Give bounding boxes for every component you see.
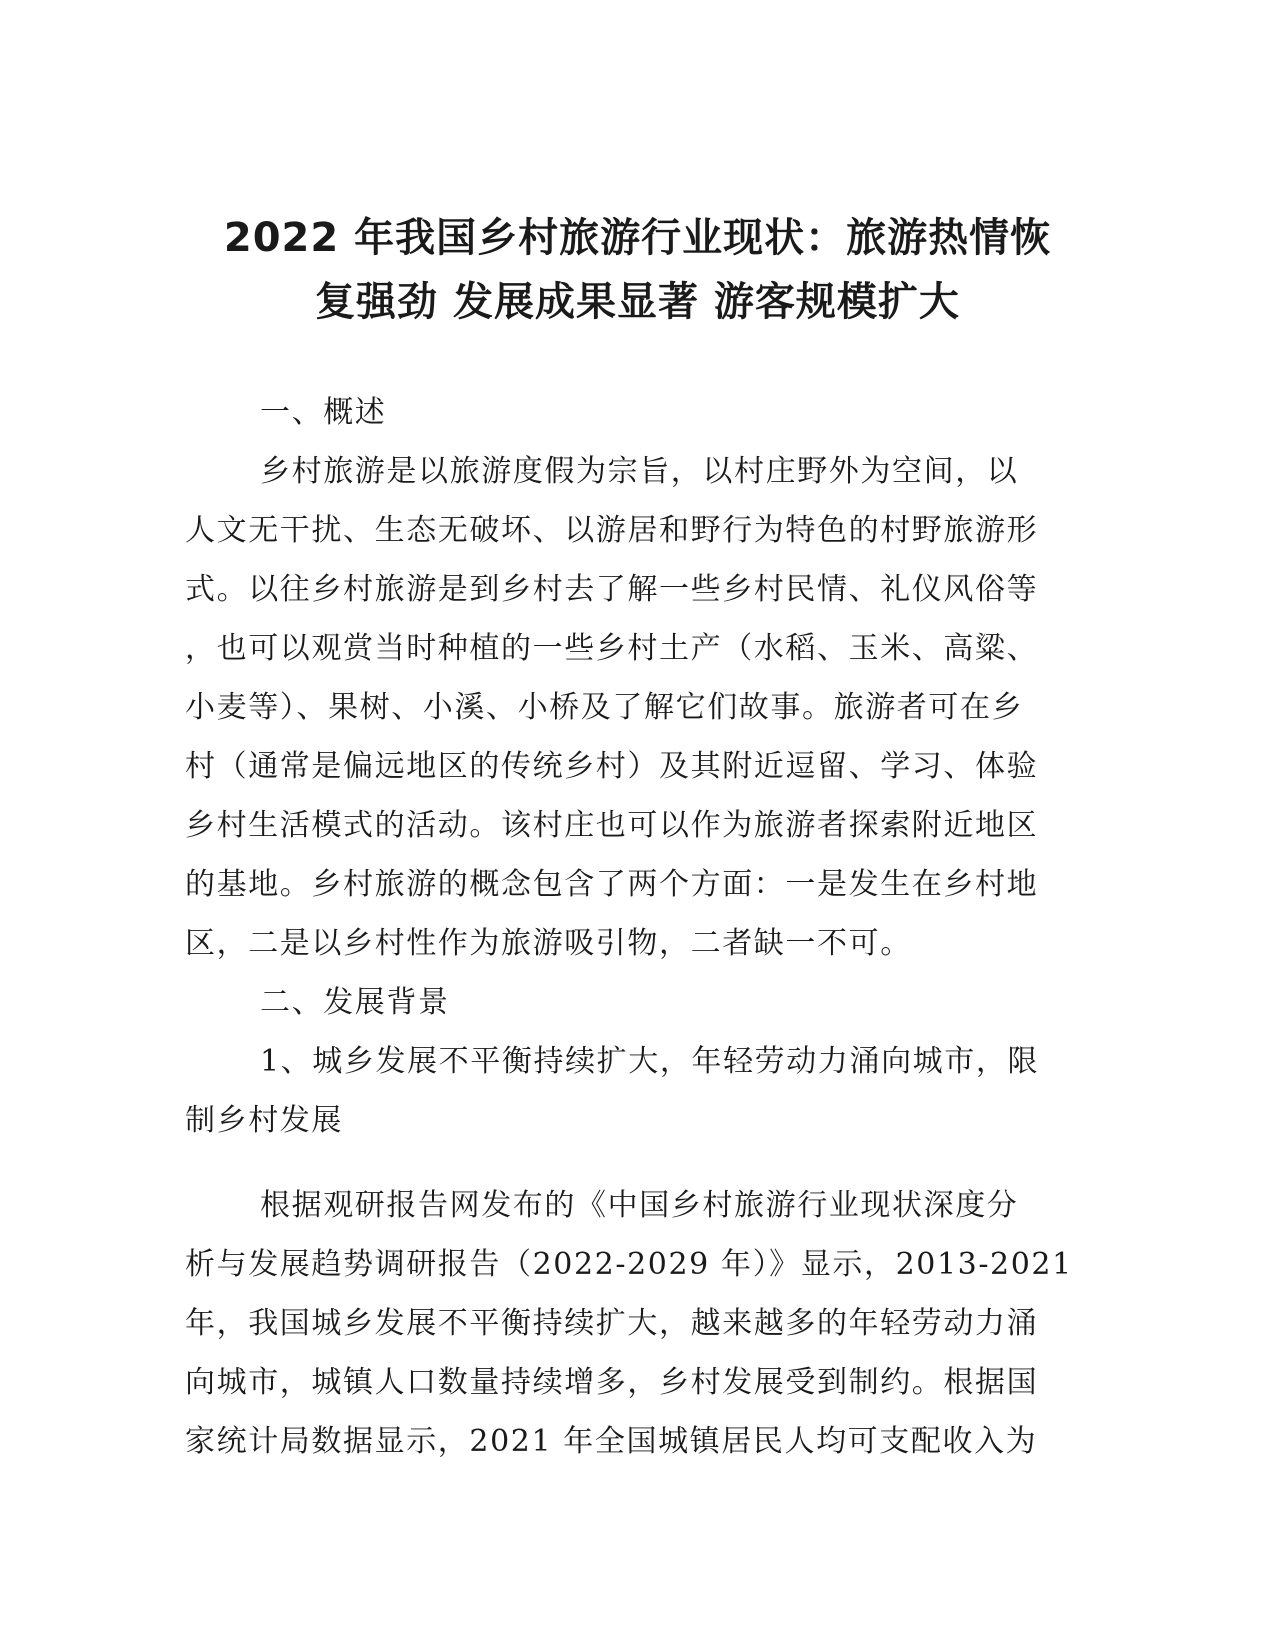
document-title (160, 206, 1115, 334)
paragraph-line: 的基地。乡村旅游的概念包含了两个方面：一是发生在乡村地 (185, 867, 1039, 902)
paragraph-line: 家统计局数据显示，2021 年全国城镇居民人均可支配收入为 (185, 1424, 1038, 1459)
paragraph-line: 区，二是以乡村性作为旅游吸引物，二者缺一不可。 (185, 926, 912, 961)
title-line-2: 复强劲 发展成果显著 游客规模扩大 (315, 279, 960, 325)
paragraph-line: ，也可以观赏当时种植的一些乡村土产（水稻、玉米、高粱、 (185, 631, 1039, 666)
title-line-1: 2022 年我国乡村旅游行业现状：旅游热情恢 (223, 215, 1052, 261)
paragraph-line: 式。以往乡村旅游是到乡村去了解一些乡村民情、礼仪风俗等 (185, 572, 1039, 607)
paragraph-line: 向城市，城镇人口数量持续增多，乡村发展受到制约。根据国 (185, 1365, 1039, 1400)
paragraph-line: 小麦等）、果树、小溪、小桥及了解它们故事。旅游者可在乡 (185, 690, 1024, 725)
paragraph-line: 村（通常是偏远地区的传统乡村）及其附近逗留、学习、体验 (185, 749, 1039, 784)
section-heading-overview: 一、概述 (260, 395, 387, 430)
subheading-line: 制乡村发展 (185, 1103, 343, 1138)
paragraph-line: 根据观研报告网发布的《中国乡村旅游行业现状深度分 (260, 1188, 1019, 1223)
paragraph-line: 年，我国城乡发展不平衡持续扩大，越来越多的年轻劳动力涌 (185, 1306, 1039, 1341)
paragraph-line: 人文无干扰、生态无破坏、以游居和野行为特色的村野旅游形 (185, 513, 1039, 548)
subheading-line: 1、城乡发展不平衡持续扩大，年轻劳动力涌向城市，限 (260, 1044, 1040, 1079)
section-heading-background: 二、发展背景 (260, 985, 450, 1020)
paragraph-line: 析与发展趋势调研报告（2022-2029 年）》显示，2013-2021 (185, 1247, 1073, 1282)
paragraph-line: 乡村生活模式的活动。该村庄也可以作为旅游者探索附近地区 (185, 808, 1039, 843)
paragraph-line: 乡村旅游是以旅游度假为宗旨，以村庄野外为空间，以 (260, 454, 1019, 489)
